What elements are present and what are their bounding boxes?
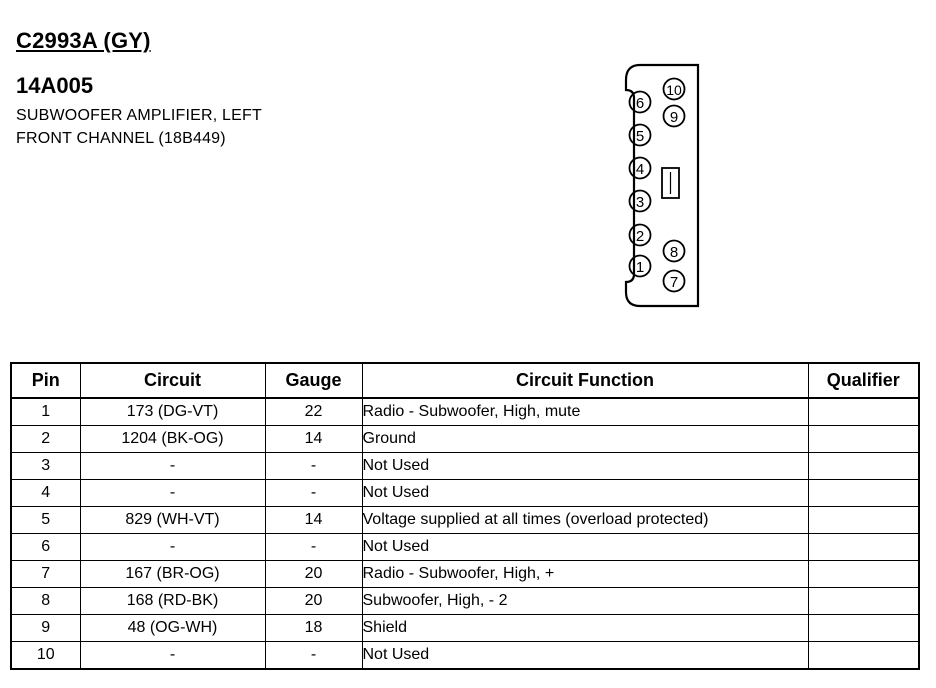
table-row [11, 507, 919, 534]
circuit-cell: 173 (DG-VT) [80, 398, 265, 426]
circuit-cell: - [80, 534, 265, 561]
table-header-row [11, 363, 919, 398]
qualifier-cell [808, 398, 919, 426]
circuit-cell: - [80, 480, 265, 507]
header-qualifier: Qualifier [808, 363, 919, 398]
pin-2-label: 2 [635, 228, 645, 245]
function-cell: Radio - Subwoofer, High, mute [362, 398, 808, 426]
header-circuit-function: Circuit Function [362, 363, 808, 398]
pin-cell: 4 [11, 480, 80, 507]
table-row [11, 453, 919, 480]
pin-8 [664, 241, 685, 262]
function-cell: Shield [362, 615, 808, 642]
qualifier-cell [808, 588, 919, 615]
qualifier-cell [808, 642, 919, 670]
function-cell: Ground [362, 426, 808, 453]
pin-cell: 6 [11, 534, 80, 561]
header-pin: Pin [11, 363, 80, 398]
circuit-cell: - [80, 642, 265, 670]
pin-cell: 10 [11, 642, 80, 670]
qualifier-cell [808, 453, 919, 480]
pin-6 [630, 92, 651, 113]
function-cell: Not Used [362, 480, 808, 507]
pin-cell: 8 [11, 588, 80, 615]
function-cell: Not Used [362, 453, 808, 480]
pinout-table [10, 362, 920, 670]
pin-7-label: 7 [669, 274, 679, 291]
table-row [11, 398, 919, 426]
component-description-line-2: FRONT CHANNEL (18B449) [16, 130, 226, 147]
pin-4-label: 4 [635, 161, 645, 178]
pin-9 [664, 106, 685, 127]
circuit-cell: 1204 (BK-OG) [80, 426, 265, 453]
function-cell: Not Used [362, 642, 808, 670]
pin-10 [664, 79, 685, 100]
pin-2 [630, 225, 651, 246]
circuit-cell: 167 (BR-OG) [80, 561, 265, 588]
table-row [11, 642, 919, 670]
qualifier-cell [808, 480, 919, 507]
table-row [11, 480, 919, 507]
gauge-cell: 22 [265, 398, 362, 426]
circuit-cell: 829 (WH-VT) [80, 507, 265, 534]
circuit-cell: - [80, 453, 265, 480]
table-header [11, 363, 919, 398]
gauge-cell: - [265, 453, 362, 480]
table-row [11, 426, 919, 453]
pin-8-label: 8 [669, 244, 679, 261]
table-row [11, 615, 919, 642]
function-cell: Subwoofer, High, - 2 [362, 588, 808, 615]
pin-cell: 5 [11, 507, 80, 534]
pin-7 [664, 271, 685, 292]
pin-cell: 2 [11, 426, 80, 453]
qualifier-cell [808, 561, 919, 588]
gauge-cell: 20 [265, 561, 362, 588]
function-cell: Radio - Subwoofer, High, + [362, 561, 808, 588]
qualifier-cell [808, 426, 919, 453]
function-cell: Not Used [362, 534, 808, 561]
pin-3 [630, 191, 651, 212]
pin-cell: 7 [11, 561, 80, 588]
table-row [11, 561, 919, 588]
circuit-cell: 168 (RD-BK) [80, 588, 265, 615]
part-number: 14A005 [16, 73, 94, 98]
pin-cell: 3 [11, 453, 80, 480]
pin-4 [630, 158, 651, 179]
pin-cell: 1 [11, 398, 80, 426]
gauge-cell: 20 [265, 588, 362, 615]
pin-5 [630, 125, 651, 146]
gauge-cell: 14 [265, 507, 362, 534]
qualifier-cell [808, 615, 919, 642]
circuit-cell: 48 (OG-WH) [80, 615, 265, 642]
table-body [11, 398, 919, 669]
table-row [11, 534, 919, 561]
pin-1-label: 1 [635, 259, 645, 276]
gauge-cell: - [265, 642, 362, 670]
gauge-cell: 14 [265, 426, 362, 453]
connector-id: C2993A (GY) [16, 28, 151, 53]
pin-6-label: 6 [635, 95, 645, 112]
pin-1 [630, 256, 651, 277]
header-gauge: Gauge [265, 363, 362, 398]
qualifier-cell [808, 534, 919, 561]
pin-10-label: 10 [666, 82, 682, 98]
pin-9-label: 9 [669, 109, 679, 126]
connector-face-diagram [600, 60, 710, 312]
gauge-cell: 18 [265, 615, 362, 642]
function-cell: Voltage supplied at all times (overload protected) [362, 507, 808, 534]
qualifier-cell [808, 507, 919, 534]
header-circuit: Circuit [80, 363, 265, 398]
pin-5-label: 5 [635, 128, 645, 145]
table-row [11, 588, 919, 615]
pin-cell: 9 [11, 615, 80, 642]
gauge-cell: - [265, 480, 362, 507]
component-description-line-1: SUBWOOFER AMPLIFIER, LEFT [16, 107, 262, 124]
gauge-cell: - [265, 534, 362, 561]
pin-3-label: 3 [635, 194, 645, 211]
